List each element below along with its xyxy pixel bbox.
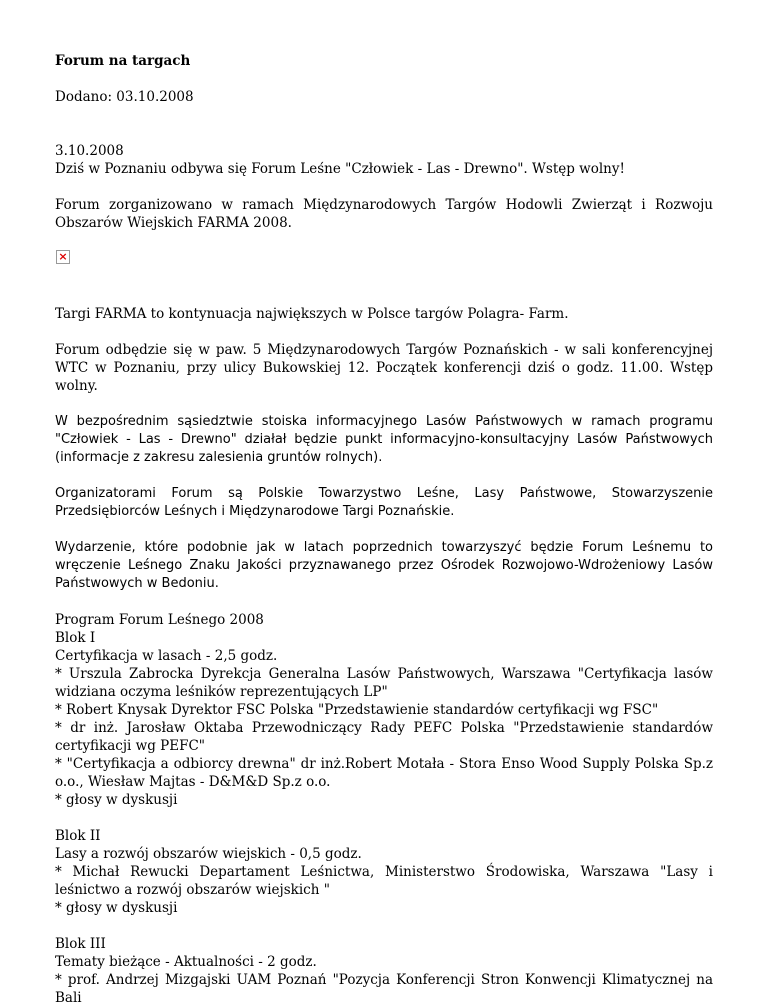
paragraph-4: W bezpośrednim sąsiedztwie stoiska informacyjnego Lasów Państwowych w ramach programu "Człowiek - Las - Drewno" działał będzie punkt informacyjno-konsultacyjny Lasów Państwowych (informacje z zakresu zalesienia gruntów rolnych). (55, 414, 713, 465)
paragraph-1: Forum zorganizowano w ramach Międzynarodowych Targów Hodowli Zwierząt i Rozwoju Obszarów Wiejskich FARMA 2008. (55, 197, 713, 231)
block-topic: Lasy a rozwój obszarów wiejskich - 0,5 godz. (55, 846, 362, 862)
block-topic: Tematy bieżące - Aktualności - 2 godz. (55, 954, 317, 970)
paragraph-2: Targi FARMA to kontynuacja największych w Polsce targów Polagra- Farm. (55, 306, 569, 322)
article-title: Forum na targach (55, 53, 191, 69)
lead-text: Dziś w Poznaniu odbywa się Forum Leśne "Człowiek - Las - Drewno". Wstęp wolny! (55, 161, 625, 177)
article-image (55, 250, 713, 305)
program-block-3 (55, 935, 713, 1007)
article-date: 3.10.2008 (55, 143, 124, 159)
broken-image-icon: × (56, 250, 70, 264)
block-name: Blok III (55, 936, 106, 952)
block-name: Blok I (55, 630, 96, 646)
spacer (55, 124, 713, 142)
list-item: * "Certyfikacja a odbiorcy drewna" dr inż.Robert Motała - Stora Enso Wood Supply Polska Sp.z o.o., Wiesław Majtas - D&M&D Sp.z o.o. (55, 756, 713, 790)
paragraph-6: Wydarzenie, które podobnie jak w latach poprzednich towarzyszyć będzie Forum Leśnemu to wręczenie Leśnego Znaku Jakości przyznawanego przez Ośrodek Rozwojowo-Wdrożeniowy Lasów Państwowych w Bedoniu. (55, 540, 713, 591)
program-block-2 (55, 827, 713, 917)
list-item: * prof. Andrzej Mizgajski UAM Poznań "Pozycja Konferencji Stron Konwencji Klimatycznej na Bali (55, 972, 713, 1006)
list-item: * Michał Rewucki Departament Leśnictwa, Ministerstwo Środowiska, Warszawa "Lasy i leśnictwo a rozwój obszarów wiejskich " (55, 864, 713, 898)
lead-paragraph (55, 142, 713, 178)
list-item: * głosy w dyskusji (55, 792, 178, 808)
block-topic: Certyfikacja w lasach - 2,5 godz. (55, 648, 278, 664)
list-item: * dr inż. Jarosław Oktaba Przewodniczący Rady PEFC Polska "Przedstawienie standardów certyfikacji wg PEFC" (55, 720, 713, 754)
program-block-1 (55, 611, 713, 809)
program-heading: Program Forum Leśnego 2008 (55, 612, 264, 628)
added-date: Dodano: 03.10.2008 (55, 89, 194, 105)
list-item: * Urszula Zabrocka Dyrekcja Generalna Lasów Państwowych, Warszawa "Certyfikacja lasów widziana oczyma leśników reprezentujących LP" (55, 666, 713, 700)
paragraph-3: Forum odbędzie się w paw. 5 Międzynarodowych Targów Poznańskich - w sali konferencyjnej WTC w Poznaniu, przy ulicy Bukowskiej 12. Początek konferencji dziś o godz. 11.00. Wstęp wolny. (55, 342, 713, 394)
list-item: * głosy w dyskusji (55, 900, 178, 916)
block-name: Blok II (55, 828, 101, 844)
list-item: * Robert Knysak Dyrektor FSC Polska "Przedstawienie standardów certyfikacji wg FSC" (55, 702, 659, 718)
paragraph-5: Organizatorami Forum są Polskie Towarzystwo Leśne, Lasy Państwowe, Stowarzyszenie Przedsiębiorców Leśnych i Międzynarodowe Targi Poznańskie. (55, 486, 713, 519)
